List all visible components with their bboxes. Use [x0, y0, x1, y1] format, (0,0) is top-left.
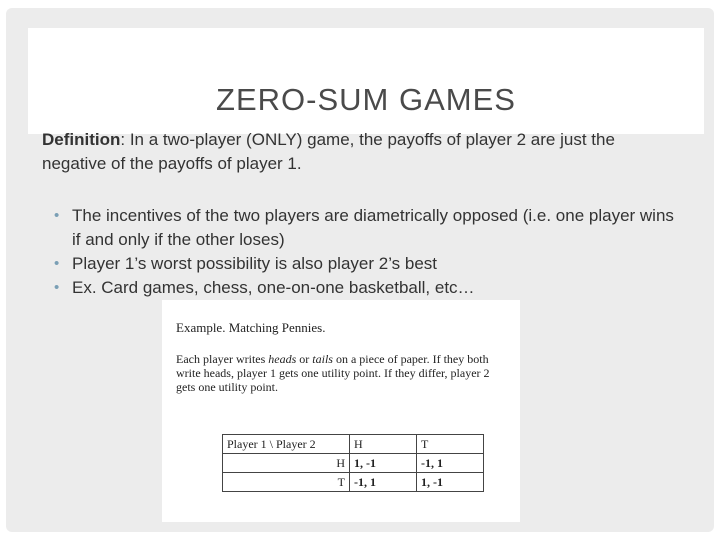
payoff-cell: -1, 1	[417, 454, 484, 473]
bullet-text: The incentives of the two players are diametrically opposed (i.e. one player wins if and only if the other loses)	[72, 206, 674, 249]
title-box	[28, 28, 704, 134]
example-text-heads: heads	[268, 352, 297, 366]
definition-paragraph	[42, 128, 682, 176]
example-heading: Example. Matching Pennies.	[176, 320, 326, 335]
example-description	[176, 352, 506, 394]
definition-text: : In a two-player (ONLY) game, the payoffs of player 2 are just the negative of the payoffs of player 1.	[42, 130, 615, 173]
bullet-icon: •	[54, 279, 60, 296]
payoff-cell: 1, -1	[417, 473, 484, 492]
payoff-cell: -1, 1	[350, 473, 417, 492]
example-text-part: Each player writes	[176, 352, 269, 366]
column-header-t: T	[417, 435, 484, 454]
bullet-icon: •	[54, 207, 60, 224]
table-corner-cell: Player 1 \ Player 2	[223, 435, 350, 454]
example-text-part: on a piece of paper. If they both write heads, player 1 gets one utility point. If they differ, player 2 gets one utility point.	[176, 352, 490, 394]
column-header-h: H	[350, 435, 417, 454]
table-row	[223, 454, 484, 473]
bullet-text: Player 1’s worst possibility is also player 2’s best	[72, 254, 438, 273]
table-header-row	[223, 435, 484, 454]
row-header-t: T	[223, 473, 350, 492]
slide-title: ZERO-SUM GAMES	[216, 82, 516, 117]
bullet-item	[54, 276, 684, 300]
example-text-tails: tails	[312, 352, 333, 366]
table-row	[223, 473, 484, 492]
bullet-item	[54, 204, 684, 252]
example-image	[162, 300, 520, 522]
bullet-text: Ex. Card games, chess, one-on-one basketball, etc…	[72, 278, 475, 297]
definition-term: Definition	[42, 130, 121, 149]
row-header-h: H	[223, 454, 350, 473]
payoff-table	[222, 434, 484, 492]
payoff-cell: 1, -1	[350, 454, 417, 473]
bullet-icon: •	[54, 255, 60, 272]
example-text-part: or	[296, 352, 313, 366]
bullet-list	[54, 204, 684, 300]
bullet-item	[54, 252, 684, 276]
